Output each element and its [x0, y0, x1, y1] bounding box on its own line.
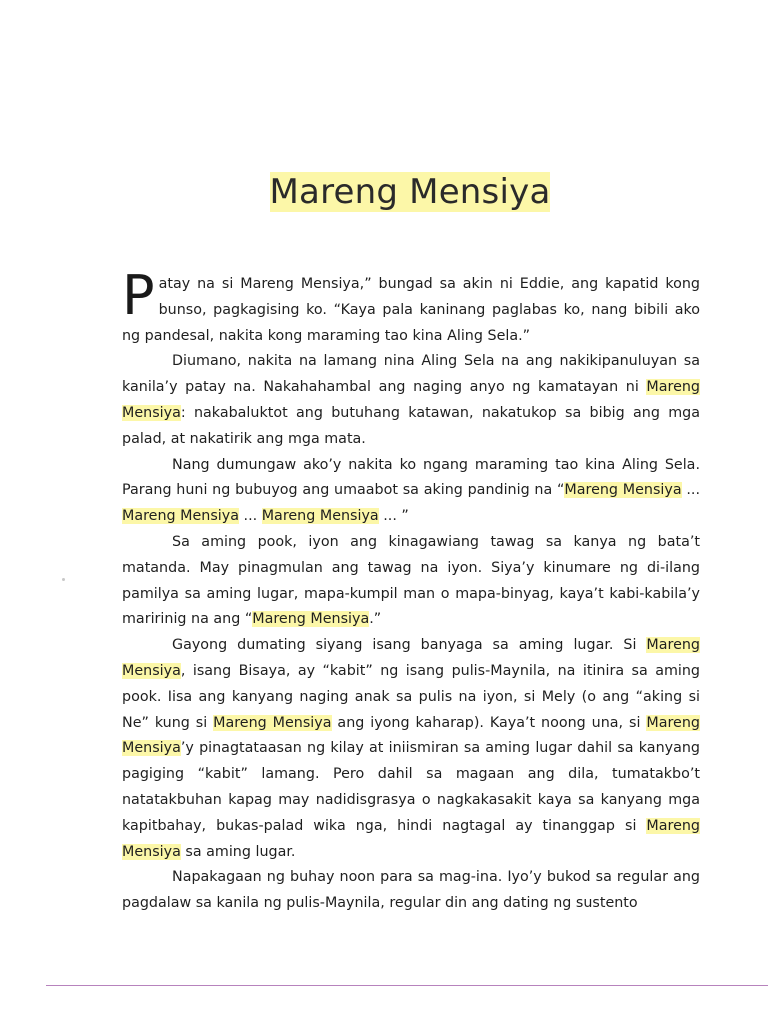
paragraph-2	[122, 349, 700, 452]
text-run: Napakagaan ng buhay noon para sa mag-ina. Iyo’y bukod sa regular ang pagdalaw sa kanila ng pulis-Maynila, regular din ang dating ng sustento	[122, 869, 700, 912]
text-run: Sa aming pook, iyon ang kinagawiang tawag sa kanya ng bata’t matanda. May pinagmulan ang tawag na iyon. Siya’y kinumare ng di-ilang pamilya sa aming lugar, mapa-kumpil man o mapa-binyag, kaya’t kabi-kabila’y maririnig na ang “	[122, 533, 700, 628]
text-run: ...	[681, 482, 700, 499]
highlighted-name: Mareng Mensiya	[122, 637, 700, 679]
text-run: , isang Bisaya, ay “kabit” ng isang pulis-Maynila, na itinira sa aming pook. Iisa ang kanyang naging anak sa pulis na iyon, si Mely (o ang “aking si Ne” kung si	[122, 662, 700, 731]
paragraph-3	[122, 453, 700, 530]
title-highlight: Mareng Mensiya	[269, 172, 551, 212]
story-body	[122, 264, 700, 917]
paragraph-6	[122, 865, 700, 917]
text-run: Nang dumungaw ako’y nakita ko ngang maraming tao kina Aling Sela. Parang huni ng bubuyog ang umaabot sa aking pandinig na “	[122, 456, 700, 499]
highlighted-name: Mareng Mensiya	[122, 379, 700, 421]
paragraph-5	[122, 633, 700, 865]
highlighted-name: Mareng Mensiya	[213, 714, 332, 731]
page-divider	[46, 985, 768, 986]
text-run: ... ”	[378, 508, 409, 525]
highlighted-name: Mareng Mensiya	[122, 508, 239, 525]
highlighted-name: Mareng Mensiya	[122, 817, 700, 860]
page-title	[0, 172, 768, 212]
highlighted-name: Mareng Mensiya	[252, 611, 370, 628]
highlighted-name: Mareng Mensiya	[261, 508, 379, 525]
paragraph-1	[122, 264, 700, 349]
text-run: Gayong dumating siyang isang banyaga sa aming lugar. Si	[172, 637, 647, 654]
text-run: ’y pinagtataasan ng kilay at iniismiran sa aming lugar dahil sa kanyang pagiging “kabit” lamang. Pero dahil sa magaan ang dila, tumatakbo’t natatakbuhan kapag may nadidisgrasya o nagkakasakit kaya sa kanyang mga kapitbahay, bukas-palad wika nga, hindi nagtagal ay tinanggap si	[122, 740, 700, 834]
text-run: Diumano, nakita na lamang nina Aling Sela na ang nakikipanuluyan sa kanila’y patay na. Nakahahambal ang naging anyo ng kamatayan ni	[122, 353, 700, 396]
text-run: .”	[369, 611, 382, 628]
text-run: : nakabaluktot ang butuhang katawan, nakatukop sa bibig ang mga palad, at nakatirik ang mga mata.	[122, 404, 700, 447]
paragraph-1-text: atay na si Mareng Mensiya,” bungad sa akin ni Eddie, ang kapatid kong bunso, pagkagising ko. “Kaya pala kaninang paglabas ko, nang bibili ako ng pandesal, nakita kong maraming tao kina Aling Sela.”	[122, 276, 700, 344]
paragraph-4	[122, 530, 700, 633]
scan-speck	[62, 578, 65, 581]
drop-cap: P	[122, 264, 155, 327]
highlighted-name: Mareng Mensiya	[122, 714, 700, 757]
highlighted-name: Mareng Mensiya	[564, 482, 682, 499]
text-run: sa aming lugar.	[180, 843, 296, 860]
text-run: ...	[238, 508, 262, 525]
text-run: ang iyong kaharap). Kaya’t noong una, si	[331, 714, 647, 731]
